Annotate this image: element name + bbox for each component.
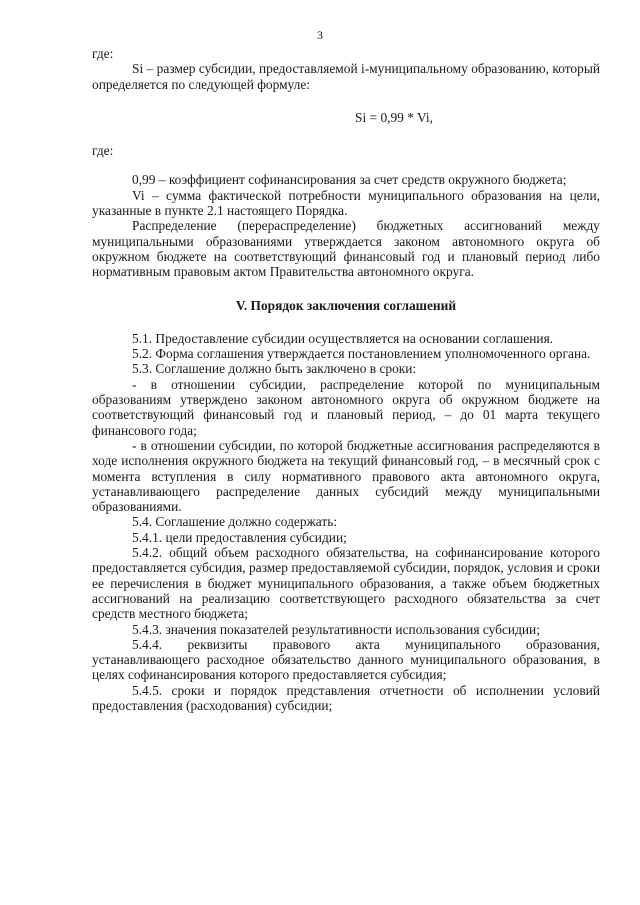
paragraph-5-3-b: - в отношении субсидии, по которой бюджетные ассигнования распределяются в ходе исполнения окружного бюджета на текущий финансовый год, – в месячный срок с момента вступления в силу нормативного правового акта автономного округа, устанавливающего распределение данных субсидий между муниципальными образованиями. [92,437,600,515]
paragraph-5-4-4: 5.4.4. реквизиты правового акта муниципального образования, устанавливающего расходное обязательство данного муниципального образования, в целях софинансирования которого предоставляется субсидия; [92,636,600,683]
paragraph-5-2: 5.2. Форма соглашения утверждается постановлением уполномоченного органа. [132,346,591,362]
formula: Si = 0,99 * Vi, [355,109,433,125]
paragraph-5-4-2: 5.4.2. общий объем расходного обязательства, на софинансирование которого предоставляется субсидия, размер предоставляемой субсидии, порядок, условия и сроки ее перечисления в бюджет муниципального образования, а также объем бюджетных ассигнований на реализацию соответствующего расходного обязательства за счет средств местного бюджета; [92,545,600,622]
paragraph-vi-definition: Vi – сумма фактической потребности муниципального образования на цели, указанные в пункте 2.1 настоящего Порядка. [92,187,600,219]
paragraph-5-4-5: 5.4.5. сроки и порядок представления отчетности об исполнении условий предоставления (расходования) субсидии; [92,682,600,713]
paragraph-coefficient: 0,99 – коэффициент софинансирования за счет средств окружного бюджета; [132,172,567,188]
paragraph-5-4-3: 5.4.3. значения показателей результативности использования субсидии; [132,621,540,637]
paragraph-5-1: 5.1. Предоставление субсидии осуществляется на основании соглашения. [132,330,554,346]
paragraph-si-definition: Si – размер субсидии, предоставляемой i-муниципальному образованию, который определяется по следующей формуле: [92,61,600,92]
paragraph-gde-2: где: [92,143,114,159]
section-heading: V. Порядок заключения соглашений [235,297,457,313]
document-body [92,46,600,713]
paragraph-5-4: 5.4. Соглашение должно содержать: [132,514,338,530]
paragraph-5-3: 5.3. Соглашение должно быть заключено в сроки: [132,361,417,377]
paragraph-gde-1: где: [92,46,114,61]
paragraph-5-3-a: - в отношении субсидии, распределение которой по муниципальным образованиям утверждено законом автономного округа об окружном бюджете на соответствующий финансовый год и плановый период, – до 01 марта текущего финансового года; [92,376,600,438]
page-number: 3 [317,28,323,42]
paragraph-distribution: Распределение (перераспределение) бюджетных ассигнований между муниципальными образованиями утверждается законом автономного округа об окружном бюджете на соответствующий финансовый год и плановый период либо нормативным правовым актом Правительства автономного округа. [92,218,600,280]
paragraph-5-4-1: 5.4.1. цели предоставления субсидии; [132,529,347,545]
